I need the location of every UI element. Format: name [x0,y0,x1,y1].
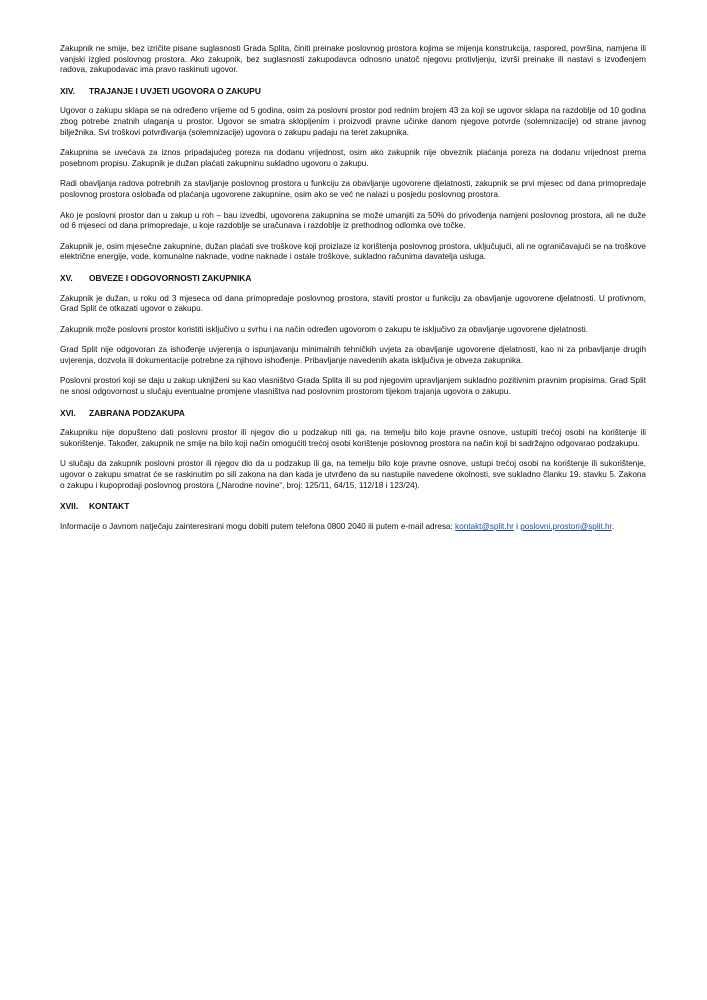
contact-text: Informacije o Javnom natječaju zainteresirani mogu dobiti putem telefona 0800 2040 ili putem e-mail adresa: [60,521,456,531]
section-title: OBVEZE I ODGOVORNOSTI ZAKUPNIKA [89,272,252,283]
paragraph: Ako je poslovni prostor dan u zakup u roh – bau izvedbi, ugovorena zakupnina se može umanjiti za 50% do privođenja namjeni poslovnog prostora, ali ne duže od 6 mjeseci od dana primopredaje, u koje razdoblje se uračunava i razdoblje iz prethodnog odlomka ove točke. [60,210,646,231]
section-heading [60,408,646,419]
email-link-kontakt[interactable]: kontakt@split.hr [455,521,514,531]
section-title: ZABRANA PODZAKUPA [89,407,185,418]
email-link-poslovni-prostori[interactable]: poslovni.prostori@split.hr [520,521,612,531]
section-number: XVI. [60,407,76,418]
section-title: TRAJANJE I UVJETI UGOVORA O ZAKUPU [89,85,261,96]
paragraph: Zakupniku nije dopušteno dati poslovni prostor ili njegov dio u podzakup niti ga, na temelju bilo koje pravne osnove, ustupiti trećoj osobi na korištenje ili sukorištenje. Također, zakupnik ne smije na bilo koji način omogućiti trećoj osobi korištenje poslovnog prostora na način koji bi sadržajno odgovarao podzakupu. [60,428,646,448]
contact-end: . [611,521,615,531]
paragraph: Zakupnik je dužan, u roku od 3 mjeseca od dana primopredaje poslovnog prostora, staviti prostor u funkciju za obavljanje ugovorene djelatnosti. U protivnom, Grad Split će otkazati ugovor o zakupu. [60,293,646,314]
paragraph: Zakupnik može poslovni prostor koristiti isključivo u svrhu i na način određen ugovorom o zakupu te isključivo za obavljanje ugovorene djelatnosti. [60,324,588,334]
section-heading [60,86,646,97]
section-heading [60,501,646,512]
section-title: KONTAKT [89,501,130,512]
paragraph: Radi obavljanja radova potrebnih za stavljanje poslovnog prostora u funkciju za obavljanje ugovorene djelatnosti, zakupnik se prvi mjesec od dana primopredaje poslovnog prostora oslobađa od plaćanja ugovorene zakupnine, osim ako se već ne nalazi u posjedu poslovnog prostora. [60,179,646,199]
intro-paragraph: Zakupnik ne smije, bez izričite pisane suglasnosti Grada Splita, činiti preinake poslovnog prostora kojima se mijenja konstrukcija, raspored, površina, namjena ili vanjski izgled poslovnog prostora. Ako zakupnik, bez suglasnosti zakupodavca odnosno unatoč njegovu protivljenju, izvrši preinake ili nastavi s izvođenjem radova, zakupodavac ima pravo raskinuti ugovor. [60,44,646,75]
section-number: XIV. [60,85,76,96]
section-xvi [60,408,646,492]
section-xv [60,273,646,398]
paragraph: U slučaju da zakupnik poslovni prostor ili njegov dio da u podzakup ili ga, na temelju bilo koje pravne osnove, ustupi trećoj osobi na korištenje ili sukorištenje, ugovor o zakupu smatrat će se raskinutim po sili zakona na dan kada je utvrđeno da su nastupile navedene okolnosti, sve sukladno članku 19. stavku 5. Zakona o zakupu i kupoprodaji poslovnog prostora („Narodne novine“, broj: 125/11, 64/15, 112/18 i 123/24). [60,459,646,490]
document-page [60,44,646,542]
section-xvii [60,501,646,532]
paragraph: Ugovor o zakupu sklapa se na određeno vrijeme od 5 godina, osim za poslovni prostor pod rednim brojem 43 za koji se ugovor sklapa na razdoblje od 10 godina zbog potrebe znatnih ulaganja u prostor. Ugovor se smatra sklopljenim i proizvodi pravne učinke danom njegove potvrde (solemnizacije) od strane javnog bilježnika. Svi troškovi potvrđivanja (solemnizacije) ugovora o zakupu padaju na teret zakupnika. [60,106,646,137]
contact-paragraph [60,522,646,533]
section-number: XVII. [60,501,79,512]
contact-connector: i [513,521,521,531]
paragraph: Zakupnik je, osim mjesečne zakupnine, dužan plaćati sve troškove koji proizlaze iz korištenja poslovnog prostora, uključujući, ali ne ograničavajući se na troškove električne energije, vode, komunalne naknade, vodne naknade i ostale troškove, sukladno računima davatelja usluga. [60,241,646,262]
paragraph: Zakupnina se uvećava za iznos pripadajućeg poreza na dodanu vrijednost, osim ako zakupnik nije obveznik plaćanja poreza na dodanu vrijednost prema posebnom propisu. Zakupnik je dužan plaćati zakupninu sukladno ugovoru o zakupu. [60,148,646,168]
section-number: XV. [60,272,73,283]
paragraph: Grad Split nije odgovoran za ishođenje uvjerenja o ispunjavanju minimalnih tehničkih uvjeta za obavljanje ugovorene djelatnosti, kao ni za pribavljanje drugih uvjerenja, dozvola ili dokumentacije potrebne za njihovo ishođenje. Pribavljanje navedenih akata isključiva je obveza zakupnika. [60,345,646,365]
section-heading [60,273,646,284]
section-xiv [60,86,646,263]
paragraph: Poslovni prostori koji se daju u zakup uknjiženi su kao vlasništvo Grada Splita ili su pod njegovim upravljanjem sukladno pozitivnim pravnim propisima. Grad Split ne snosi odgovornost u slučaju eventualne promjene vlasništva nad poslovnim prostorom tijekom trajanja ugovora o zakupu. [60,376,646,397]
